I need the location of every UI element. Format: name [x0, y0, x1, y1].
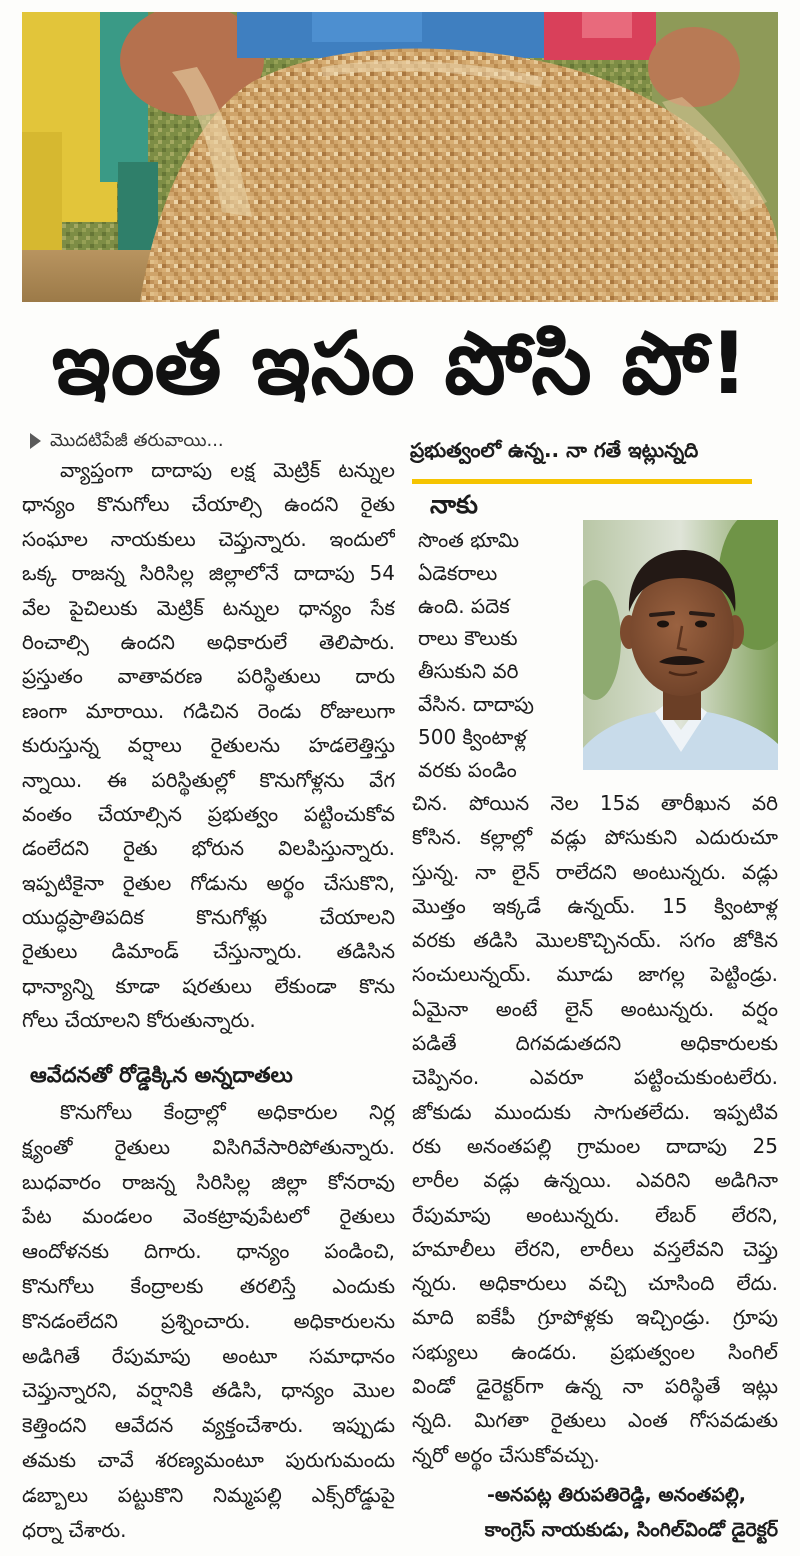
- left-paragraph-1-line: వేల పైచిలుకు మెట్రిక్ టన్నుల ధాన్యం సేక: [22, 595, 395, 620]
- left-paragraph-1-line: ప్రస్తుతం వాతావరణ పరిస్థితులు దారు: [22, 664, 395, 689]
- left-paragraph-1-line: రైతులు డిమాండ్ చేస్తున్నారు. తడిసిన: [22, 939, 395, 964]
- left-paragraph-1-line: రించాల్సి ఉందని అధికారులే తెలిపారు.: [22, 629, 395, 654]
- right-body-line: జోకుడు ముందుకు సాగుతలేదు. ఇప్పటివ: [412, 1099, 778, 1124]
- right-body-line: న్నరు. అధికారులు వచ్చి చూసింది లేదు.: [412, 1271, 778, 1296]
- left-paragraph-1-line: గోలు చేయాలని కోరుతున్నారు.: [22, 1008, 256, 1033]
- right-body-line: హమాలీలు లేరని, లారీలు వస్తలేవని చెప్తు: [412, 1236, 778, 1261]
- beside-photo-text: [418, 524, 578, 786]
- left-paragraph-2-line: కెత్తిందని ఆవేదన వ్యక్తంచేశారు. ఇప్పుడు: [22, 1413, 395, 1438]
- right-body-line: చిన. పోయిన నెల 15వ తారీఖున వరి: [412, 791, 778, 815]
- right-body-line: రకు అనంతపల్లి గ్రామంల దాదాపు 25: [412, 1133, 778, 1158]
- left-paragraph-2-line: ఆందోళనకు దిగారు. ధాన్యం పండించి,: [22, 1239, 395, 1264]
- right-body-line: ఏమైనా అంటే లైన్ అంటున్నరు. వర్షం: [412, 996, 778, 1021]
- right-body-line: కోసిన. కల్లాల్లో వడ్లు పోసుకుని ఎదురుచూ: [412, 825, 778, 850]
- beside-photo-line: 500 క్వింటాళ్ల: [418, 724, 527, 749]
- left-paragraph-1-line: కురుస్తున్న వర్షాలు రైతులను హడలెత్తిస్తు: [22, 733, 395, 758]
- continuation-label: మొదటిపేజీ తరువాయి...: [50, 430, 224, 451]
- left-paragraph-1-line: ధాన్యం కొనుగోలు చేయాల్సి ఉందని రైతు: [22, 492, 395, 517]
- left-paragraph-2: [22, 1095, 395, 1547]
- left-paragraph-1-line: డంలేదని రైతు భోరున విలపిస్తున్నారు.: [22, 836, 395, 861]
- right-body-line: సభ్యులు ఉండరు. ప్రభుత్వంల సింగిల్: [412, 1339, 778, 1364]
- left-paragraph-1-line: ఇప్పటికైనా రైతుల గోడును అర్థం చేసుకొని,: [22, 870, 395, 895]
- right-body-line: రేపుమాపు అంటున్నరు. లేబర్ లేరని,: [412, 1202, 778, 1227]
- beside-photo-line: వరకు పండిం: [418, 757, 517, 782]
- beside-photo-line: తీసుకుని వరి: [418, 659, 519, 684]
- right-body-text: [412, 786, 778, 1472]
- left-paragraph-2-line: బుధవారం రాజన్న సిరిసిల్ల జిల్లా కోనరావు: [22, 1169, 395, 1194]
- right-body-line: మొత్తం ఇక్కడే ఉన్నయ్. 15 క్వింటాళ్ల: [412, 893, 778, 918]
- left-paragraph-2-line: ధర్నా చేశారు.: [22, 1517, 127, 1542]
- left-paragraph-2-line: చెప్తున్నారని, వర్షానికి తడిసి, ధాన్యం మొల: [22, 1378, 395, 1403]
- beside-photo-line: ఉంది. పదెక: [418, 593, 510, 618]
- left-paragraph-2-line: కొనుగోలు కేంద్రాల్లో అధికారుల నిర్ల: [60, 1100, 395, 1124]
- left-paragraph-1-line: యుద్ధప్రాతిపదిక కొనుగోళ్లు చేయాలని: [22, 905, 395, 930]
- left-paragraph-2-line: డబ్బాలు పట్టుకొని నిమ్మపల్లి ఎక్స్‌రోడ్డుపై: [22, 1482, 395, 1507]
- attribution-name: -అనపట్ల తిరుపతిరెడ్డి, అనంతపల్లి,: [486, 1484, 746, 1506]
- left-paragraph-1-line: న్నాయి. ఈ పరిస్థితుల్లో కొనుగోళ్లను వేగ: [22, 767, 395, 792]
- right-body-line: న్నరో అర్థం చేసుకోవచ్చు.: [412, 1442, 600, 1467]
- right-body-line: న్నది. మిగతా రైతులు ఎంత గోసవడుతు: [412, 1408, 778, 1433]
- left-subheading: ఆవేదనతో రోడ్డెక్కిన అన్నదాతలు: [30, 1063, 293, 1087]
- triangle-right-icon: [30, 433, 41, 449]
- beside-photo-line: వేసిన. దాదాపు: [418, 691, 534, 716]
- right-body-line: చెప్పినం. ఎవరూ పట్టించుకుంటలేరు.: [412, 1065, 778, 1090]
- left-paragraph-2-line: అడిగితే రేపుమాపు అంటూ సమాధానం: [22, 1343, 395, 1368]
- left-paragraph-1-line: ధాన్యాన్ని కూడా షరతులు లేకుండా కొను: [22, 973, 395, 998]
- right-body-line: సంచులున్నయ్. మూడు జాగల్ల పెట్టిండ్రు.: [412, 962, 778, 987]
- left-paragraph-2-line: క్ష్యంతో రైతులు విసిగివేసారిపోతున్నారు.: [22, 1134, 395, 1159]
- left-paragraph-1-line: ఒక్క రాజన్న సిరిసిల్ల జిల్లాలోనే దాదాపు 54: [22, 561, 395, 586]
- left-paragraph-2-line: కొనడంలేదని ప్రశ్నించారు. అధికారులను: [22, 1308, 395, 1333]
- left-paragraph-1-line: వ్యాప్తంగా దాదాపు లక్ష మెట్రిక్ టన్నుల: [60, 458, 395, 482]
- right-body-line: లారీల వడ్లు ఉన్నయి. ఎవరిని అడిగినా: [412, 1168, 778, 1193]
- left-paragraph-2-line: తమకు చావే శరణ్యమంటూ పురుగుమందు: [22, 1447, 395, 1472]
- right-heading: ప్రభుత్వంలో ఉన్న.. నా గతే ఇట్లున్నది: [410, 438, 699, 462]
- left-paragraph-2-line: కొనుగోలు కేంద్రాలకు తరలిస్తే ఎందుకు: [22, 1273, 395, 1298]
- beside-photo-line: సొంత భూమి: [418, 528, 520, 552]
- right-body-line: విండో డైరెక్టర్‌గా ఉన్న నా పరిస్థితే ఇట్లు: [412, 1374, 778, 1399]
- left-paragraph-1-line: వంతం చేయాల్సిన ప్రభుత్వం పట్టించుకోవ: [22, 801, 395, 826]
- right-body-line: మాది ఐకేపీ గ్రూపోళ్లకు ఇచ్చిండ్రు. గ్రూపు: [412, 1305, 778, 1330]
- left-paragraph-1-line: ణంగా మారాయి. గడిచిన రెండు రోజులుగా: [22, 698, 395, 723]
- lead-word: నాకు: [430, 490, 478, 519]
- headline: ఇంత ఇసం పోసి పో!: [51, 314, 749, 414]
- yellow-heading-rule: [412, 479, 752, 484]
- portrait-photo: [583, 520, 778, 770]
- beside-photo-line: రాలు కౌలుకు: [418, 626, 518, 651]
- right-body-line: స్తున్న. నా లైన్ రాలేదని అంటున్నరు. వడ్లు: [412, 859, 778, 884]
- left-paragraph-2-line: పేట మండలం వెంకట్రావుపేటలో రైతులు: [22, 1204, 395, 1229]
- paddy-grain-photo: [22, 12, 778, 302]
- left-paragraph-1: [22, 453, 395, 1038]
- left-paragraph-1-line: సంఘాల నాయకులు చెప్తున్నారు. ఇందులో: [22, 526, 395, 551]
- beside-photo-line: ఏడెకరాలు: [418, 560, 498, 585]
- right-body-line: పడితే దిగవడుతదని అధికారులకు: [412, 1031, 778, 1056]
- attribution-role: కాంగ్రెస్ నాయకుడు, సింగిల్‌విండో డైరెక్టర్: [484, 1519, 778, 1541]
- right-body-line: వరకు తడిసి మొలకొచ్చినయ్. సగం జోకిన: [412, 928, 778, 953]
